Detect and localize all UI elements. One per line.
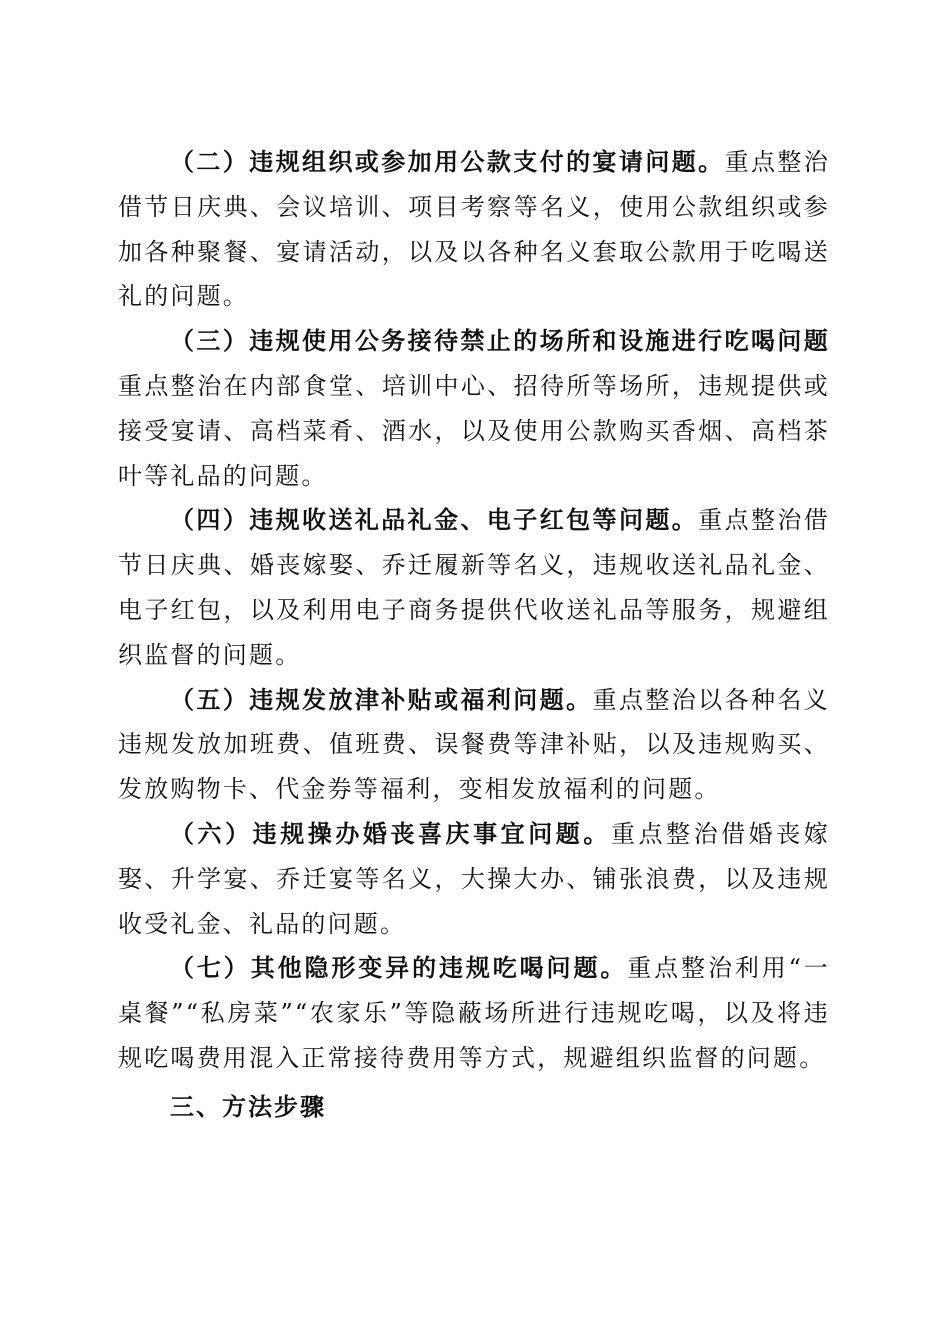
paragraph-lead: （四）违规收送礼品礼金、电子红包等问题。: [170, 506, 699, 535]
paragraph-text: 重点整治利用“一桌餐”“私房菜”“农家乐”等隐蔽场所进行违规吃喝，以及将违规吃喝费用混入正常接待费用等方式，规避组织监督的问题。: [118, 954, 830, 1072]
paragraph-lead: （二）违规组织或参加用公款支付的宴请问题。: [170, 148, 725, 176]
paragraph-item-4: [118, 498, 830, 677]
paragraph-lead: （五）违规发放津补贴或福利问题。: [170, 685, 593, 714]
paragraph-item-7: [118, 946, 830, 1080]
paragraph-text: 重点整治在内部食堂、培训中心、招待所等场所，违规提供或接受宴请、高档菜肴、酒水，以及使用公款购买香烟、高档茶叶等礼品的问题。: [118, 371, 830, 490]
paragraph-text: 重点整治借节日庆典、婚丧嫁娶、乔迁履新等名义，违规收送礼品礼金、电子红包，以及利用电子商务提供代收送礼品等服务，规避组织监督的问题。: [118, 506, 831, 669]
paragraph-item-6: [118, 812, 830, 946]
section-heading: 三、方法步骤: [170, 1092, 326, 1121]
paragraph-item-2: [118, 140, 830, 319]
paragraph-text: 重点整治借节日庆典、会议培训、项目考察等名义，使用公款组织或参加各种聚餐、宴请活动，以及以各种名义套取公款用于吃喝送礼的问题。: [118, 148, 830, 311]
paragraph-lead: （七）其他隐形变异的违规吃喝问题。: [170, 954, 628, 983]
paragraph-text: 重点整治以各种名义违规发放加班费、值班费、误餐费等津补贴，以及违规购买、发放购物卡、代金券等福利，变相发放福利的问题。: [118, 685, 830, 804]
document-body: [118, 140, 830, 1130]
paragraph-lead: （六）违规操办婚丧喜庆事宜问题。: [170, 819, 611, 848]
paragraph-item-5: [118, 678, 830, 812]
paragraph-text: 重点整治借婚丧嫁娶、升学宴、乔迁宴等名义，大操大办、铺张浪费，以及违规收受礼金、礼品的问题。: [118, 819, 830, 938]
paragraph-item-3: [118, 319, 830, 498]
paragraph-lead: （三）违规使用公务接待禁止的场所和设施进行吃喝问题: [170, 327, 830, 356]
